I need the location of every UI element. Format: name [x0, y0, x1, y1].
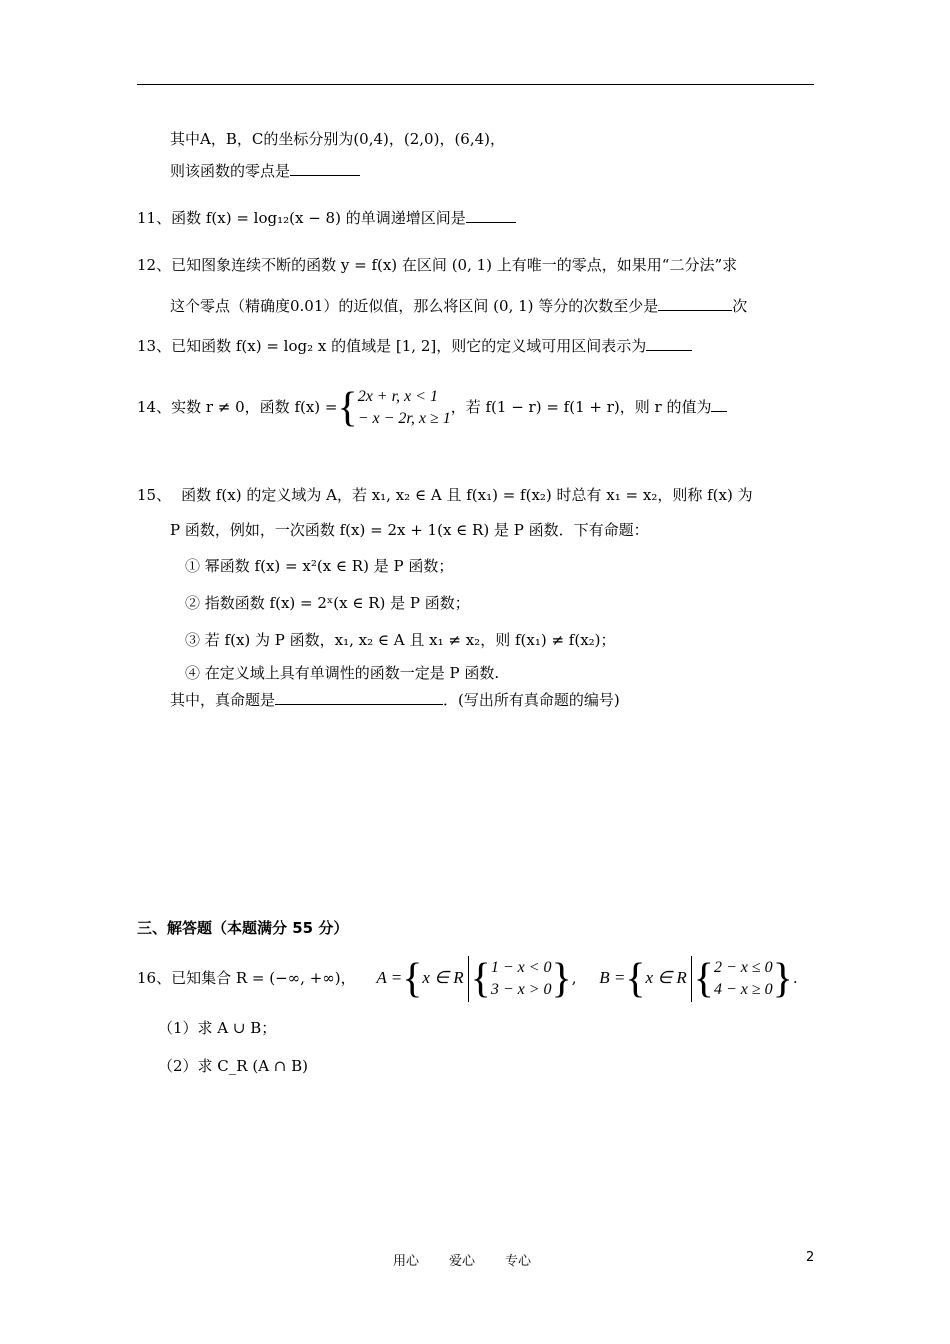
condition-2: 4 − x ≥ 0	[713, 981, 773, 998]
header-rule	[137, 84, 814, 85]
question-number: 13、	[137, 337, 172, 355]
question-15-line2	[170, 520, 649, 540]
left-brace: {	[337, 385, 358, 431]
question-16-part-2	[158, 1056, 308, 1076]
right-brace: }	[772, 956, 793, 1002]
question-text-post: ，若 f(1 − r) = f(1 + r)，则 r 的值为	[450, 398, 712, 416]
answer-prompt: 其中，真命题是	[170, 691, 276, 709]
proposition-4	[185, 663, 499, 683]
case-1: 2x + r, x < 1	[357, 388, 438, 405]
proposition-text: ② 指数函数 f(x) = 2ˣ(x ∈ R) 是 P 函数；	[185, 594, 470, 612]
answer-blank[interactable]	[658, 296, 732, 311]
proposition-text: ④ 在定义域上具有单调性的函数一定是 P 函数.	[185, 664, 500, 682]
left-brace: {	[693, 956, 714, 1002]
question-text: 已知图象连续不断的函数 y = f(x) 在区间 (0, 1) 上有唯一的零点，如果用“二分法”求	[171, 256, 738, 274]
proposition-2	[185, 593, 470, 613]
zero-point-line	[170, 161, 360, 181]
left-brace: {	[625, 956, 646, 1002]
set-b-element: x ∈ R	[645, 968, 687, 987]
condition-1: 2 − x ≤ 0	[713, 959, 773, 976]
case-2: − x − 2r, x ≥ 1	[357, 410, 451, 427]
question-text: P 函数，例如，一次函数 f(x) = 2x + 1(x ∈ R) 是 P 函数．下有命题：	[170, 521, 649, 539]
set-a-element: x ∈ R	[422, 968, 464, 987]
question-15-answer	[170, 690, 620, 710]
sub-question-text: （1）求 A ∪ B；	[158, 1019, 277, 1037]
question-16-part-1	[158, 1018, 276, 1038]
proposition-text: ① 幂函数 f(x) = x²(x ∈ R) 是 P 函数；	[185, 557, 454, 575]
footer-slogan-2: 爱心	[449, 1254, 476, 1269]
footer-slogan-3: 专心	[505, 1254, 532, 1269]
question-text: 已知函数 f(x) = log₂ x 的值域是 [1, 2]，则它的定义域可用区间表示为	[171, 337, 647, 355]
left-brace: {	[402, 956, 423, 1002]
question-number: 15、	[137, 486, 172, 504]
sub-question-text: （2）求 C_R (A ∩ B)	[158, 1057, 309, 1075]
question-13	[137, 336, 692, 356]
coordinates-line	[170, 129, 505, 149]
condition-2: 3 − x > 0	[490, 981, 552, 998]
question-12	[137, 255, 737, 275]
footer-slogan-1: 用心	[393, 1254, 420, 1269]
question-14	[137, 380, 727, 434]
coordinates-text: 其中A，B，C的坐标分别为(0,4)，(2,0)，(6,4)，	[170, 130, 506, 148]
question-text: 函数 f(x) 的定义域为 A，若 x₁, x₂ ∈ A 且 f(x₁) = f(x₂) 时总有 x₁ = x₂，则称 f(x) 为	[181, 486, 753, 504]
answer-note: ．(写出所有真命题的编号)	[443, 691, 620, 709]
right-brace: }	[551, 956, 572, 1002]
page-number: 2	[806, 1250, 815, 1265]
set-divider	[468, 956, 469, 1002]
answer-blank[interactable]	[275, 690, 443, 705]
set-a-label: A =	[376, 968, 403, 987]
question-number: 16、	[137, 969, 172, 987]
question-text: 这个零点（精确度0.01）的近似值，那么将区间 (0, 1) 等分的次数至少是	[170, 297, 659, 315]
question-number: 11、	[137, 209, 172, 227]
question-text: 函数 f(x) = log₁₂(x − 8) 的单调递增区间是	[171, 209, 466, 227]
section-heading	[137, 918, 348, 938]
answer-blank[interactable]	[646, 336, 692, 351]
question-16: 16、已知集合 R = (−∞, +∞)， A ={x ∈ R {1 − x < 0 3 − x > 0}, B ={x ∈ R {2 − x ≤ 0 4 − x ≥ 0}.	[137, 956, 798, 1002]
question-11	[137, 208, 516, 228]
answer-blank[interactable]	[466, 208, 516, 223]
question-12-line2	[170, 296, 747, 316]
set-a-conditions	[491, 957, 552, 1001]
answer-blank[interactable]	[290, 161, 360, 176]
question-tail: 次	[732, 297, 748, 315]
zero-point-text: 则该函数的零点是	[170, 162, 291, 180]
left-brace: {	[470, 956, 491, 1002]
set-b-conditions	[714, 957, 773, 1001]
set-divider	[691, 956, 692, 1002]
proposition-3	[185, 630, 616, 650]
question-number: 12、	[137, 256, 172, 274]
question-15	[137, 485, 753, 505]
condition-1: 1 − x < 0	[490, 959, 552, 976]
proposition-1	[185, 556, 453, 576]
piecewise-cases	[358, 386, 451, 430]
question-number: 14、	[137, 398, 172, 416]
set-r-definition: 已知集合 R = (−∞, +∞)，	[171, 969, 356, 987]
question-text: 实数 r ≠ 0，函数 f(x) =	[171, 398, 338, 416]
proposition-text: ③ 若 f(x) 为 P 函数，x₁, x₂ ∈ A 且 x₁ ≠ x₂，则 f(x₁) ≠ f(x₂)；	[185, 631, 616, 649]
answer-blank[interactable]	[711, 397, 727, 412]
set-b-label: B =	[599, 968, 626, 987]
section-title: 三、解答题（本题满分 55 分）	[137, 919, 349, 937]
